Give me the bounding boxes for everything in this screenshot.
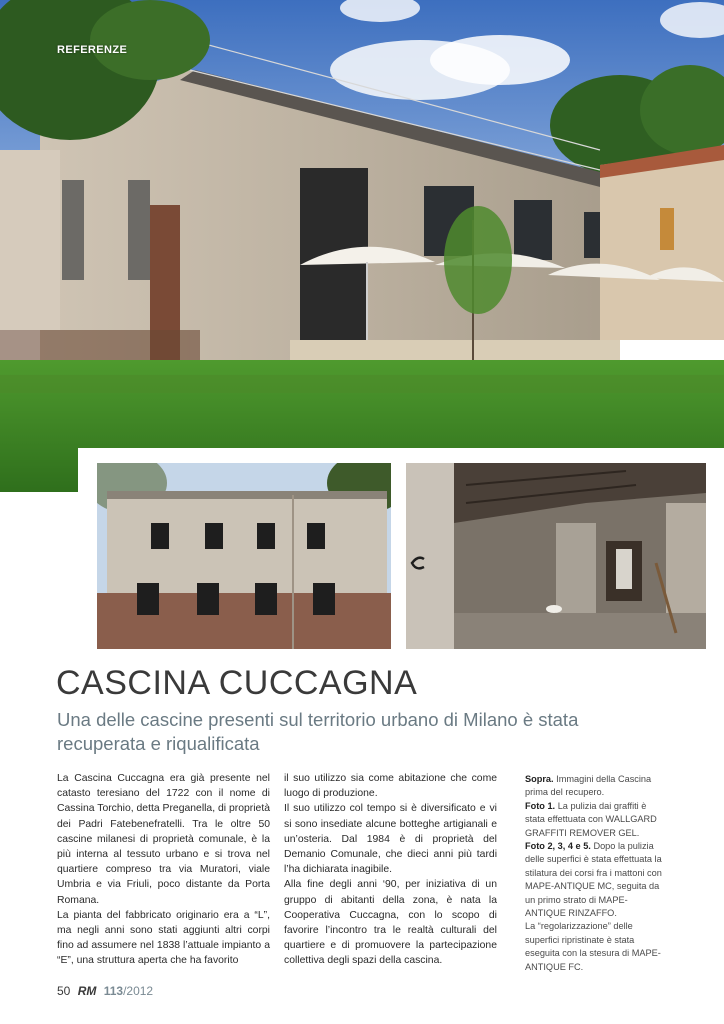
page-footer xyxy=(57,984,153,998)
caption-label: Sopra. xyxy=(525,774,554,784)
caption xyxy=(525,773,668,800)
body-column-1 xyxy=(57,771,270,969)
issue-year: /2012 xyxy=(123,984,154,998)
body-paragraph: Alla fine degli anni ‘90, per iniziativa di un gruppo di abitanti della zona, è nata la Cooperativa Cuccagna, con lo scopo di favorire l’incontro tra le realtà culturali del quartiere e di promuovere la partecipazione collettiva degli spazi della cascina. xyxy=(284,879,497,967)
photo-facade-before xyxy=(97,463,391,649)
old-facade-illustration xyxy=(97,463,391,649)
caption-text: Immagini della Cascina prima del recupero. xyxy=(525,774,652,798)
body-paragraph: il suo utilizzo sia come abitazione che come luogo di produzione. xyxy=(284,773,497,800)
magazine-name: RM xyxy=(77,984,97,998)
photo-interior-before xyxy=(406,463,706,649)
body-paragraph: Il suo utilizzo col tempo si è diversificato e vi si sono insediate alcune botteghe artigianali e un’osteria. Dal 1984 è di proprietà del Demanio Comunale, che dieci anni più tardi l’ha dichiarata inagibile. xyxy=(284,803,497,876)
issue-number: 113 xyxy=(103,984,124,998)
body-column-2 xyxy=(284,771,497,969)
caption-text: La pulizia dai graffiti è stata effettuata con WALLGARD GRAFFITI REMOVER GEL. xyxy=(525,800,657,838)
caption-label: Foto 1. xyxy=(525,800,556,811)
caption-text: La “regolarizzazione” delle superfici ripristinate è stata eseguita con la stesura di MAPE-ANTIQUE FC. xyxy=(525,921,661,972)
section-label: REFERENZE xyxy=(57,44,128,56)
photo-captions xyxy=(525,773,668,974)
caption-text: Dopo la pulizia delle superfici è stata effettuata la stilatura dei corsi fra i mattoni con MAPE-ANTIQUE MC, seguita da un primo strato di MAPE-ANTIQUE RINZAFFO. xyxy=(525,841,662,919)
interior-illustration xyxy=(406,463,706,649)
page-number: 50 xyxy=(57,984,71,998)
caption xyxy=(525,920,668,974)
body-paragraph: La Cascina Cuccagna era già presente nel catasto teresiano del 1722 con il nome di Cassina Torchio, detta Preganella, di proprietà dei Padri Fatebenefratelli. Tra le oltre 50 cascine milanesi di proprietà comunale, è la più interna al tessuto urbano e si trova nel quartiere compreso tra via Muratori, viale Umbria e via Friuli, poco distante da Porta Romana. xyxy=(57,773,270,906)
article-title: CASCINA CUCCAGNA xyxy=(56,664,418,702)
caption xyxy=(525,800,668,840)
caption-label: Foto 2, 3, 4 e 5. xyxy=(525,841,591,852)
cascina-courtyard-illustration xyxy=(0,0,724,492)
body-paragraph: La pianta del fabbricato originario era a “L”, ma negli anni sono stati aggiunti altri corpi fino ad assumere nel 1838 l’attuale impianto a “E”, una struttura aperta che ha favorito xyxy=(57,909,270,967)
caption xyxy=(525,840,668,920)
article-subtitle: Una delle cascine presenti sul territorio urbano di Milano è stata recuperata e riqualificata xyxy=(57,709,579,754)
hero-photo xyxy=(0,0,724,492)
